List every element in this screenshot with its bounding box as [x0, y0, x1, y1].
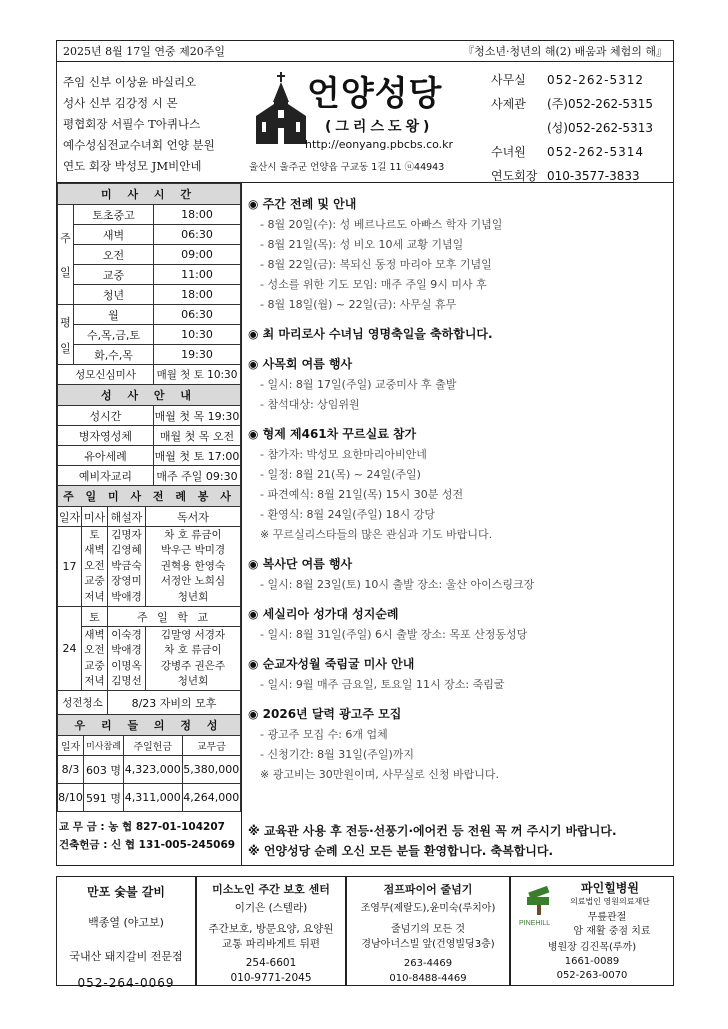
mass-title: 미 사 시 간	[58, 184, 241, 205]
contact-number: (성)052-262-5313	[547, 121, 653, 135]
offering-date: 8/3	[58, 756, 84, 784]
notice-section	[248, 423, 665, 545]
ad-line: 줄넘기의 모든 것	[391, 924, 465, 935]
offering-date: 8/10	[58, 784, 84, 812]
ad-phone: 254-6601	[245, 957, 297, 969]
col-header: 일자	[58, 736, 84, 756]
closing-notes	[248, 821, 617, 861]
notice-line: - 광고주 모집 수: 6개 업체	[260, 728, 388, 741]
mass-schedule-table	[57, 183, 241, 486]
ad-hospital	[510, 876, 674, 986]
church-subtitle: (그리스도왕)	[325, 119, 434, 135]
notice-heading: ◉ 주간 전례 및 안내	[248, 197, 357, 211]
ad-phone: 263-4469	[403, 958, 453, 969]
notice-line: - 일시: 8월 17일(주일) 교중미사 후 출발	[260, 378, 457, 391]
sunday-offering: 4,311,000	[124, 784, 183, 812]
col-header: 미사	[82, 507, 108, 527]
ad-phone: 010-8488-4469	[389, 973, 467, 984]
sacrament-time: 매월 첫 토 17:00	[154, 446, 241, 466]
commentator-column: 이숙경 박애경 이명옥 김명선	[108, 627, 146, 691]
ad-phone: 052-263-0070	[556, 970, 628, 981]
notice-line: - 일정: 8월 21(목) ~ 24일(주일)	[260, 468, 421, 481]
contact-row	[491, 92, 653, 116]
mass-time: 06:30	[154, 225, 241, 245]
notice-section	[248, 653, 665, 695]
church-due: 4,264,000	[182, 784, 241, 812]
notices-column	[242, 183, 674, 866]
church-due: 5,380,000	[182, 756, 241, 784]
notice-line: - 파견예식: 8월 21일(목) 15시 30분 성전	[260, 488, 464, 501]
church-address: 울산시 울주군 언양읍 구교동 1길 11 ⓤ44943	[249, 162, 445, 173]
ad-title: 미소노인 주간 보호 센터	[212, 883, 330, 896]
notice-heading: ◉ 순교자성월 죽림굴 미사 안내	[248, 657, 415, 671]
mass-time-label: 토초중고	[74, 205, 154, 225]
col-header: 일자	[58, 507, 82, 527]
header	[56, 62, 674, 183]
sacrament-label: 예비자교리	[58, 466, 154, 486]
ad-phone: 052-264-0069	[77, 976, 175, 990]
notice-heading: ◉ 2026년 달력 광고주 모집	[248, 707, 402, 721]
sunday-offering: 4,323,000	[124, 756, 183, 784]
contact-label: 사무실	[491, 73, 526, 87]
notice-line: ※ 꾸르실리스타들의 많은 관심과 기도 바랍니다.	[260, 528, 493, 541]
ad-line: 교통 파리바게트 뒤편	[222, 938, 320, 950]
notice-heading: ◉ 사목회 여름 행사	[248, 357, 353, 371]
staff-line: 예수성심전교수녀회 언양 분원	[63, 138, 215, 152]
liturgy-title: 주 일 미 사 전 례 봉 사	[58, 486, 241, 507]
mass-time: 18:00	[154, 285, 241, 305]
ad-care-center	[196, 876, 346, 986]
ad-line: 의료법인 영원의료재단	[570, 897, 650, 906]
contacts	[491, 68, 653, 188]
notice-line: - 참가자: 박성모 요한마리아비안네	[260, 448, 427, 461]
mass-time: 06:30	[154, 305, 241, 325]
attendance: 603 명	[84, 756, 124, 784]
ad-title: 파인힐병원	[581, 881, 639, 895]
cleaning-label: 성전청소	[58, 691, 108, 715]
sunday-label: 주 일	[58, 205, 74, 305]
marian-mass-time: 매월 첫 토 10:30	[154, 365, 241, 385]
ad-title: 만포 숯불 갈비	[87, 885, 165, 899]
notice-line: - 성소를 위한 기도 모임: 매주 주일 9시 미사 후	[260, 278, 487, 291]
logo-text: PINEHILL	[519, 920, 551, 927]
closing-line: ※ 언양성당 순례 오신 모든 분들 환영합니다. 축복합니다.	[248, 844, 554, 858]
staff-list	[63, 72, 215, 177]
notice-section	[248, 323, 665, 345]
mass-time-label: 오전	[74, 245, 154, 265]
notice-line: - 8월 21일(목): 성 비오 10세 교황 기념일	[260, 238, 464, 251]
bank-account: 건축헌금 : 신 협 131-005-245069	[59, 839, 236, 851]
notice-line: - 일시: 9월 매주 금요일, 토요일 11시 장소: 죽림굴	[260, 678, 505, 691]
weekday-label: 평 일	[58, 305, 74, 365]
reader-column: 김말영 서경자 차 호 류금이 강병주 권은주 청년회	[146, 627, 241, 691]
contact-row	[491, 68, 653, 92]
notice-line: - 8월 18일(월) ~ 22일(금): 사무실 휴무	[260, 298, 457, 311]
contact-label	[491, 116, 547, 140]
sacrament-label: 유아세례	[58, 446, 154, 466]
ad-line: 백종열 (야고보)	[88, 916, 164, 929]
ad-line: 조영무(제랄도),윤미숙(루치아)	[360, 903, 496, 914]
reader-column: 차 호 류금이 박우근 박미경 권혁용 한영숙 서정안 노희심 청년회	[146, 527, 241, 607]
mass-column: 토 새벽 오전 교중 저녁	[82, 527, 108, 607]
pinehill-logo-icon	[519, 885, 559, 929]
mass-time: 11:00	[154, 265, 241, 285]
mass-time: 09:00	[154, 245, 241, 265]
contact-row	[491, 116, 653, 140]
mass-time-label: 새벽	[74, 225, 154, 245]
staff-line: 평협회장 서필수 T아퀴나스	[63, 117, 201, 131]
notice-line: ※ 광고비는 30만원이며, 사무실로 신청 바랍니다.	[260, 768, 499, 781]
ad-line: 이기은 (스텔라)	[234, 902, 308, 914]
ad-line: 암 재활 중점 치료	[573, 926, 651, 937]
contact-number: 052-262-5312	[547, 73, 645, 87]
service-date: 24	[58, 607, 82, 691]
sacrament-label: 성시간	[58, 406, 154, 426]
liturgy-service-table	[57, 485, 241, 715]
sunday-school-cell: 주 일 학 교	[108, 607, 241, 627]
mass-time-label: 교중	[74, 265, 154, 285]
mass-time-label: 청년	[74, 285, 154, 305]
mass-column: 새벽 오전 교중 저녁	[82, 627, 108, 691]
commentator-column: 김명자 김영혜 박금숙 장영미 박애경	[108, 527, 146, 607]
ad-line: 경남아너스빌 앞(건영빌딩3층)	[361, 939, 495, 950]
left-column	[56, 183, 242, 866]
notices-list	[248, 193, 665, 785]
ad-line: 주간보호, 방문요양, 요양원	[208, 923, 334, 935]
notice-line: - 참석대상: 상임위원	[260, 398, 360, 411]
closing-line: ※ 교육관 사용 후 전등·선풍기·에어컨 등 전원 꼭 꺼 주시기 바랍니다.	[248, 824, 617, 838]
attendance: 591 명	[84, 784, 124, 812]
sacrament-time: 매월 첫 목 19:30	[154, 406, 241, 426]
sacrament-title: 성 사 안 내	[58, 385, 241, 406]
contact-label: 사제관	[491, 97, 526, 111]
church-icon	[252, 68, 312, 148]
issue-date: 2025년 8월 17일 연중 제20주일	[63, 45, 225, 58]
staff-line: 주임 신부 이상윤 바실리오	[63, 75, 197, 89]
col-header: 미사참례	[84, 736, 124, 756]
mass-cell: 토	[82, 607, 108, 627]
mass-time-label: 수,목,금,토	[74, 325, 154, 345]
offering-title: 우 리 들 의 정 성	[58, 715, 241, 736]
ad-jumprope	[346, 876, 510, 986]
notice-heading: ◉ 최 마리로사 수녀님 영명축일을 축하합니다.	[248, 327, 493, 341]
ad-title: 점프파이어 줄넘기	[383, 883, 473, 896]
mass-time-label: 화,수,목	[74, 345, 154, 365]
mass-time-label: 월	[74, 305, 154, 325]
sacrament-label: 병자영성체	[58, 426, 154, 446]
notice-section	[248, 353, 665, 415]
notice-section	[248, 553, 665, 595]
contact-label: 연도회장	[491, 169, 538, 183]
top-bar	[56, 40, 674, 62]
church-url[interactable]: http://eonyang.pbcbs.co.kr	[305, 138, 454, 151]
notice-section	[248, 603, 665, 645]
staff-line: 연도 회장 박성모 JM비안네	[63, 159, 202, 173]
offering-table	[57, 714, 241, 812]
notice-heading: ◉ 세실리아 성가대 성지순례	[248, 607, 399, 621]
contact-number: (주)052-262-5315	[547, 97, 653, 111]
col-header: 교무금	[182, 736, 241, 756]
notice-line: - 일시: 8월 23일(토) 10시 출발 장소: 울산 아이스링크장	[260, 578, 535, 591]
contact-row	[491, 140, 653, 164]
contact-number: 010-3577-3833	[547, 169, 640, 183]
church-name: 언양성당	[307, 74, 443, 114]
col-header: 주일헌금	[124, 736, 183, 756]
notice-line: - 8월 20일(수): 성 베르나르도 아빠스 학자 기념일	[260, 218, 503, 231]
notice-heading: ◉ 형제 제461차 꾸르실료 참가	[248, 427, 417, 441]
bank-accounts	[57, 812, 241, 860]
bank-account: 교 무 금 : 농 협 827-01-104207	[59, 821, 225, 833]
notice-line: - 환영식: 8월 24일(주일) 18시 강당	[260, 508, 435, 521]
notice-line: - 일시: 8월 31일(주일) 6시 출발 장소: 목포 산정동성당	[260, 628, 528, 641]
notice-section	[248, 703, 665, 785]
marian-mass-label: 성모신심미사	[58, 365, 154, 385]
ad-line: 국내산 돼지갈비 전문점	[69, 950, 183, 963]
ad-phone: 1661-0089	[564, 956, 620, 967]
notice-heading: ◉ 복사단 여름 행사	[248, 557, 353, 571]
col-header: 해설자	[108, 507, 146, 527]
ad-restaurant	[56, 876, 196, 990]
col-header: 독서자	[146, 507, 241, 527]
service-date: 17	[58, 527, 82, 607]
notice-line: - 신청기간: 8월 31일(주일)까지	[260, 748, 415, 761]
ad-line: 무릎관절	[587, 912, 627, 923]
mass-time: 18:00	[154, 205, 241, 225]
contact-label: 수녀원	[491, 145, 526, 159]
contact-number: 052-262-5314	[547, 145, 645, 159]
sacrament-time: 매주 주일 09:30	[154, 466, 241, 486]
staff-line: 성사 신부 김강정 시 몬	[63, 96, 178, 110]
sacrament-time: 매월 첫 목 오전	[154, 426, 241, 446]
mass-time: 10:30	[154, 325, 241, 345]
notice-section	[248, 193, 665, 315]
mass-time: 19:30	[154, 345, 241, 365]
ad-line: 병원장 김진목(루까)	[547, 942, 637, 953]
notice-line: - 8월 22일(금): 복되신 동정 마리아 모후 기념일	[260, 258, 492, 271]
year-motto: 『청소년·청년의 해(2) 배움과 체험의 해』	[463, 45, 667, 58]
ad-phone: 010-9771-2045	[230, 972, 312, 984]
cleaning-value: 8/23 자비의 모후	[108, 691, 241, 715]
